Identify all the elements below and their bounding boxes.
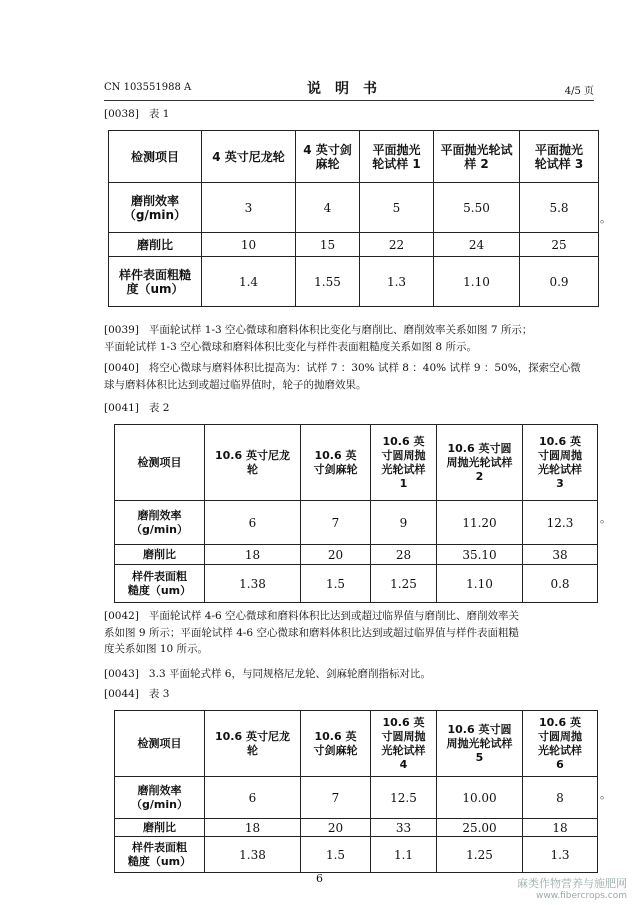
watermark [517, 875, 627, 901]
header-cell: 平面抛光轮试 样 2 [434, 131, 520, 183]
para-line: 将空心微球与磨料体积比提高为：试样 7 ：30% 试样 8 ：40% 试样 9 ：50%，探索空心微 [148, 362, 581, 374]
value-cell: 20 [301, 545, 371, 565]
value-cell: 15 [296, 233, 360, 257]
value-cell: 1.10 [437, 565, 523, 603]
value-cell: 18 [205, 819, 301, 837]
value-cell: 1.4 [202, 257, 296, 307]
header-cell-item: 检测项目 [115, 425, 205, 501]
header-rule [104, 100, 594, 101]
value-cell: 10 [202, 233, 296, 257]
para-line: 度关系如图 10 所示。 [104, 643, 209, 655]
value-cell: 1.5 [301, 565, 371, 603]
value-cell: 18 [523, 819, 598, 837]
header-cell: 4 英寸尼龙轮 [202, 131, 296, 183]
value-cell: 0.9 [520, 257, 599, 307]
watermark-site-name: 麻类作物营养与施肥网 [517, 877, 627, 890]
value-cell: 8 [523, 777, 598, 819]
para-text: 3.3 平面轮式样 6，与同规格尼龙轮、剑麻轮磨削指标对比。 [148, 668, 431, 680]
doc-number: CN 103551988 A [104, 82, 192, 93]
para-line: 球与磨料体积比达到或超过临界值时，轮子的抛磨效果。 [104, 378, 367, 391]
header-cell: 4 英寸剑 麻轮 [296, 131, 360, 183]
para-tag: [0038] [104, 108, 139, 120]
para-tag: [0041] [104, 402, 139, 414]
header-cell: 10.6 英 寸剑麻轮 [301, 425, 371, 501]
value-cell: 1.38 [205, 837, 301, 873]
value-cell: 10.00 [437, 777, 523, 819]
row-label: 样件表面粗 糙度（um） [115, 837, 205, 873]
para-tag: [0043] [104, 668, 139, 680]
table-2-end-mark: 。 [600, 512, 611, 525]
table-2 [114, 424, 598, 603]
paragraph-0043 [104, 666, 614, 683]
value-cell: 1.3 [523, 837, 598, 873]
value-cell: 3 [202, 183, 296, 233]
value-cell: 6 [205, 501, 301, 545]
row-label: 磨削效率 （g/min） [109, 183, 202, 233]
value-cell: 4 [296, 183, 360, 233]
para-line: 平面轮试样 1-3 空心微球和磨料体积比变化与样件表面粗糙度关系如图 8 所示。 [104, 340, 477, 353]
para-line: 系如图 9 所示；平面轮试样 4-6 空心微球和磨料体积比达到或超过临界值与样件表面粗糙 [104, 626, 519, 639]
value-cell: 25.00 [437, 819, 523, 837]
header-cell: 平面抛光 轮试样 1 [360, 131, 434, 183]
paragraph-0039 [104, 322, 614, 355]
header-cell-item: 检测项目 [115, 711, 205, 777]
para-tag: [0040] [104, 362, 139, 374]
page-header [104, 78, 594, 98]
row-label: 磨削比 [109, 233, 202, 257]
value-cell: 6 [205, 777, 301, 819]
value-cell: 20 [301, 819, 371, 837]
value-cell: 5 [360, 183, 434, 233]
value-cell: 24 [434, 233, 520, 257]
value-cell: 33 [371, 819, 437, 837]
row-label: 磨削效率 （g/min） [115, 501, 205, 545]
page-indicator: 4/5 页 [564, 86, 594, 97]
paragraph-0041 [104, 400, 614, 417]
header-cell: 10.6 英寸圆 周抛光轮试样 2 [437, 425, 523, 501]
header-cell-item: 检测项目 [109, 131, 202, 183]
paragraph-0040 [104, 360, 614, 393]
row-label: 磨削比 [115, 545, 205, 565]
doc-title: 说明书 [307, 81, 391, 97]
table-1-end-mark: 。 [600, 212, 611, 225]
row-label: 样件表面粗糙 度（um） [109, 257, 202, 307]
value-cell: 0.8 [523, 565, 598, 603]
value-cell: 7 [301, 501, 371, 545]
value-cell: 38 [523, 545, 598, 565]
header-cell: 10.6 英 寸剑麻轮 [301, 711, 371, 777]
value-cell: 12.3 [523, 501, 598, 545]
value-cell: 1.25 [371, 565, 437, 603]
value-cell: 12.5 [371, 777, 437, 819]
value-cell: 7 [301, 777, 371, 819]
paragraph-0044 [104, 686, 614, 703]
value-cell: 1.38 [205, 565, 301, 603]
paragraph-0038 [104, 106, 614, 123]
value-cell: 18 [205, 545, 301, 565]
para-text: 表 1 [148, 108, 170, 120]
para-tag: [0042] [104, 610, 139, 622]
table-3-end-mark: 。 [600, 788, 611, 801]
value-cell: 9 [371, 501, 437, 545]
value-cell: 35.10 [437, 545, 523, 565]
value-cell: 1.1 [371, 837, 437, 873]
row-label: 样件表面粗 糙度（um） [115, 565, 205, 603]
table-3 [114, 710, 598, 873]
header-cell: 10.6 英 寸圆周抛 光轮试样 3 [523, 425, 598, 501]
para-line: 平面轮试样 1-3 空心微球和磨料体积比变化与磨削比、磨削效率关系如图 7 所示； [148, 324, 533, 336]
watermark-url: www.fibercrops.com [536, 891, 627, 901]
para-tag: [0039] [104, 324, 139, 336]
para-text: 表 3 [148, 688, 170, 700]
row-label: 磨削效率 （g/min） [115, 777, 205, 819]
header-cell: 10.6 英寸尼龙 轮 [205, 425, 301, 501]
value-cell: 5.50 [434, 183, 520, 233]
paragraph-0042 [104, 608, 614, 658]
row-label: 磨削比 [115, 819, 205, 837]
header-cell: 10.6 英 寸圆周抛 光轮试样 6 [523, 711, 598, 777]
value-cell: 22 [360, 233, 434, 257]
header-cell: 10.6 英寸圆 周抛光轮试样 5 [437, 711, 523, 777]
value-cell: 1.25 [437, 837, 523, 873]
value-cell: 25 [520, 233, 599, 257]
value-cell: 5.8 [520, 183, 599, 233]
header-cell: 10.6 英 寸圆周抛 光轮试样 1 [371, 425, 437, 501]
para-line: 平面轮试样 4-6 空心微球和磨料体积比达到或超过临界值与磨削比、磨削效率关 [148, 610, 520, 622]
value-cell: 1.5 [301, 837, 371, 873]
page-number: 6 [316, 872, 323, 885]
value-cell: 28 [371, 545, 437, 565]
value-cell: 11.20 [437, 501, 523, 545]
table-1 [108, 130, 599, 307]
value-cell: 1.55 [296, 257, 360, 307]
value-cell: 1.3 [360, 257, 434, 307]
value-cell: 1.10 [434, 257, 520, 307]
header-cell: 10.6 英 寸圆周抛 光轮试样 4 [371, 711, 437, 777]
header-cell: 10.6 英寸尼龙 轮 [205, 711, 301, 777]
header-cell: 平面抛光 轮试样 3 [520, 131, 599, 183]
para-tag: [0044] [104, 688, 139, 700]
para-text: 表 2 [148, 402, 170, 414]
